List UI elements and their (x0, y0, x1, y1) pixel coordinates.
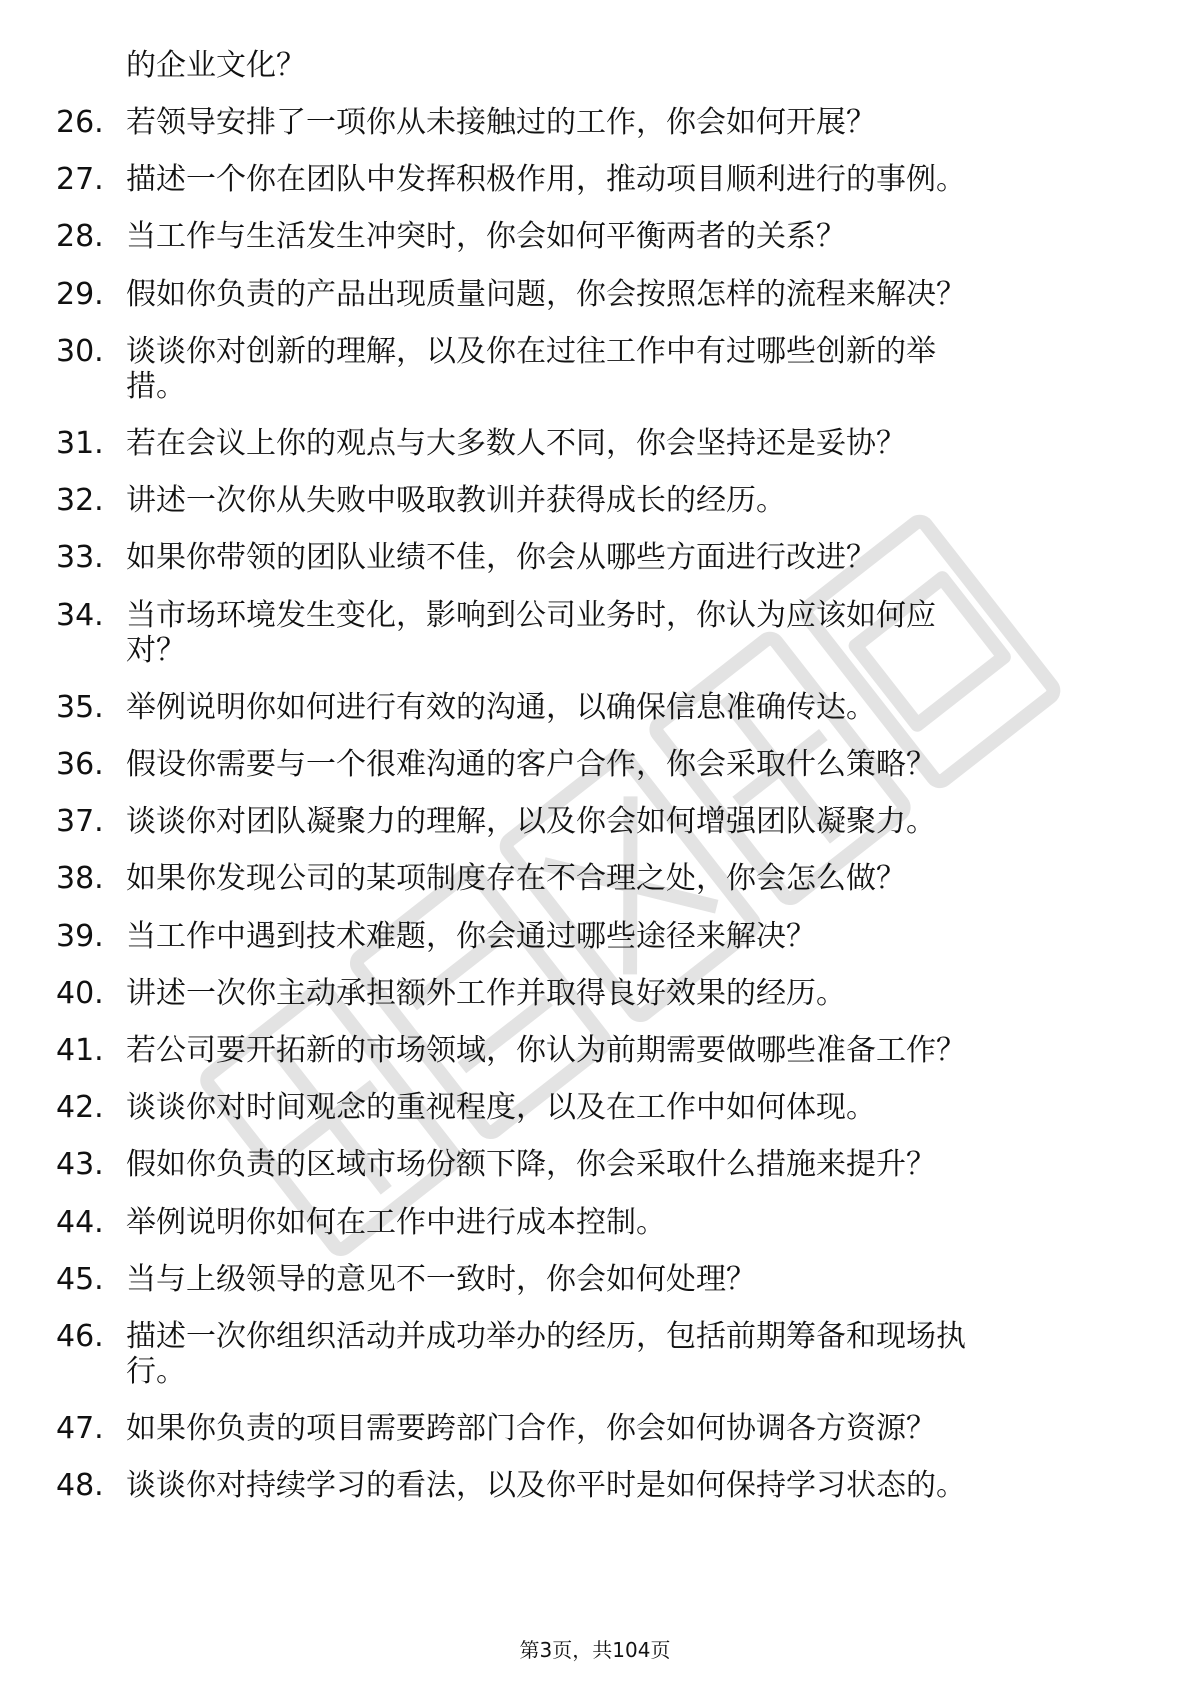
list-item-text: 假如你负责的区域市场份额下降，你会采取什么措施来提升？ (126, 1147, 936, 1183)
list-item-number: 29. (56, 276, 104, 312)
list-item-text: 谈谈你对时间观念的重视程度，以及在工作中如何体现。 (126, 1090, 876, 1126)
list-item-number: 42. (56, 1090, 104, 1126)
list-item-text: 如果你负责的项目需要跨部门合作，你会如何协调各方资源？ (126, 1411, 936, 1447)
list-item-text: 若在会议上你的观点与大多数人不同，你会坚持还是妥协？ (126, 426, 906, 461)
list-item-number: 36. (56, 747, 104, 782)
list-item-number: 32. (56, 483, 104, 519)
list-item-text: 如果你带领的团队业绩不佳，你会从哪些方面进行改进？ (126, 540, 876, 576)
list-item-number: 27. (56, 162, 104, 198)
list-item-number: 40. (56, 975, 104, 1011)
list-item-number: 26. (56, 105, 104, 140)
list-item-number: 41. (56, 1033, 104, 1068)
list-item-text: 讲述一次你从失败中吸取教训并获得成长的经历。 (126, 483, 786, 519)
continuation-line: 的企业文化？ (126, 48, 306, 83)
list-item-text: 若公司要开拓新的市场领域，你认为前期需要做哪些准备工作？ (126, 1033, 966, 1068)
list-item-number: 30. (56, 333, 104, 369)
list-item-number: 46. (56, 1319, 104, 1354)
list-item-text: 描述一个你在团队中发挥积极作用，推动项目顺利进行的事例。 (126, 162, 966, 198)
list-item-text: 当市场环境发生变化，影响到公司业务时，你认为应该如何应 (126, 597, 936, 633)
list-item-number: 39. (56, 918, 104, 954)
list-item-text: 描述一次你组织活动并成功举办的经历，包括前期筹备和现场执 (126, 1319, 966, 1354)
list-item-text: 假设你需要与一个很难沟通的客户合作，你会采取什么策略？ (126, 747, 936, 782)
list-item-number: 38. (56, 861, 104, 897)
list-item-text: 谈谈你对创新的理解，以及你在过往工作中有过哪些创新的举 (126, 333, 936, 369)
list-item-number: 43. (56, 1147, 104, 1183)
list-item-number: 37. (56, 804, 104, 840)
list-item-text: 行。 (126, 1354, 186, 1389)
list-item-text: 对？ (126, 632, 186, 668)
list-item-text: 举例说明你如何进行有效的沟通，以确保信息准确传达。 (126, 689, 876, 725)
list-item-text: 讲述一次你主动承担额外工作并取得良好效果的经历。 (126, 975, 846, 1011)
list-item-number: 44. (56, 1204, 104, 1240)
list-item-text: 举例说明你如何在工作中进行成本控制。 (126, 1204, 666, 1240)
list-item-number: 48. (56, 1468, 104, 1504)
list-item-text: 当工作与生活发生冲突时，你会如何平衡两者的关系？ (126, 219, 846, 255)
list-item-text: 谈谈你对团队凝聚力的理解，以及你会如何增强团队凝聚力。 (126, 804, 936, 840)
list-item-number: 35. (56, 689, 104, 725)
list-item-number: 28. (56, 219, 104, 255)
list-item-text: 如果你发现公司的某项制度存在不合理之处，你会怎么做？ (126, 861, 906, 897)
list-item-number: 45. (56, 1261, 104, 1297)
list-item-text: 谈谈你对持续学习的看法，以及你平时是如何保持学习状态的。 (126, 1468, 966, 1504)
list-item-text: 假如你负责的产品出现质量问题，你会按照怎样的流程来解决？ (126, 276, 966, 312)
list-item-text: 当与上级领导的意见不一致时，你会如何处理？ (126, 1261, 756, 1297)
list-item-text: 若领导安排了一项你从未接触过的工作，你会如何开展？ (126, 105, 876, 140)
list-item-number: 47. (56, 1411, 104, 1447)
list-item-number: 31. (56, 426, 104, 461)
list-item-text: 当工作中遇到技术难题，你会通过哪些途径来解决？ (126, 918, 816, 954)
page-footer: 第3页，共104页 (519, 1638, 671, 1662)
list-item-text: 措。 (126, 368, 186, 404)
list-item-number: 33. (56, 540, 104, 576)
list-item-number: 34. (56, 597, 104, 633)
